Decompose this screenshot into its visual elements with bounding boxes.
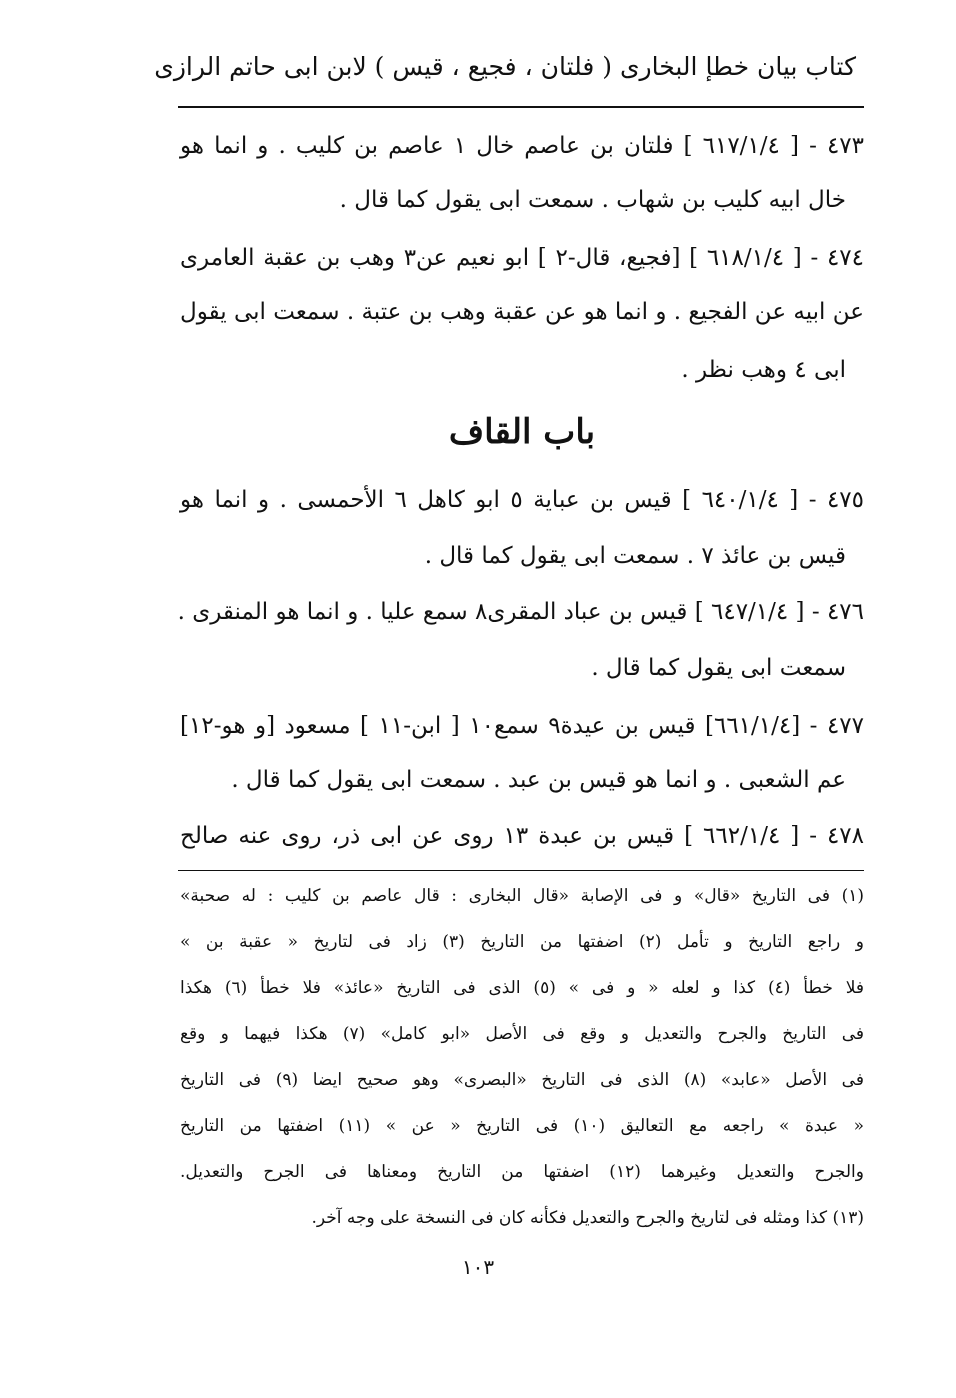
chapter-heading: باب القاف [448,412,596,452]
entry-473-line-2: خال ابيه كليب بن شهاب . سمعت ابى يقول كما قال . [339,187,846,213]
entry-477-line-2: عم الشعبى . و انما هو قيس بن عبد . سمعت ابى يقول كما قال . [231,767,846,793]
footnote-line: فى التاريخ والجرح والتعديل و وقع فى الأصل «ابو كامل» (٧) هكذا فيهما و وقع [180,1024,864,1044]
footnote-line: فلا خطأ (٤) كذا و لعله « و فى » (٥) الذى فى التاريخ «عائذ» فلا خطأ (٦) هكذا [180,978,864,998]
footnote-divider [178,870,864,871]
footnote-line: و راجع التاريخ و تأمل (٢) اضفتها من التاريخ (٣) زاد فى لتاريخ « عقبة بن » [180,932,864,952]
entry-474-line-1: ٤٧٤ - [ ٦١٨/١/٤ ] [فجيع، قال-٢ ] ابو نعيم عن٣ وهب بن عقبة العامرى [180,245,865,271]
footnote-line: والجرح والتعديل وغيرهما (١٢) اضفتها من التاريخ ومعناها فى الجرح والتعديل. [180,1162,864,1182]
entry-475-line-2: قيس بن عائذ ٧ . سمعت ابى يقول كما قال . [424,543,846,569]
entry-474-line-3: ابى ٤ وهب نظر . [681,357,846,383]
entry-476-line-2: سمعت ابى يقول كما قال . [591,655,846,681]
header-divider [178,106,864,108]
entry-477-line-1: ٤٧٧ - [٦٦١/١/٤] قيس بن عيدة٩ سمع١٠ [ ابن-١١ ] مسعود [و هو-١٢] [180,713,864,739]
footnote-line: فى الأصل «عابد» (٨) الذى فى التاريخ «البصرى» وهو صحيح ايضا (٩) فى التاريخ [180,1070,864,1090]
footnote-line: « عبدة » راجعه مع التعاليق (١٠) فى التاريخ « عن » (١١) اضفتها من التاريخ [180,1116,864,1136]
entry-474-line-2: عن ابيه عن الفجيع . و انما هو عن عقبة وهب بن عتبة . سمعت ابى يقول [180,299,864,325]
entry-473-line-1: ٤٧٣ - [ ٦١٧/١/٤ ] فلتان بن عاصم خال ١ عاصم بن كليب . و انما هو [180,133,865,159]
page-number: ١٠٣ [461,1255,495,1279]
running-header: كتاب بيان خطإ البخارى ( فلتان ، فجيع ، قيس ) لابن ابى حاتم الرازى [154,52,856,81]
footnote-line: (١) فى التاريخ «قال» و فى الإصابة «قال البخارى : قال عاصم بن كليب : له صحبة» [180,886,864,906]
entry-476-line-1: ٤٧٦ - [ ٦٤٧/١/٤ ] قيس بن عباد المقرى٨ سمع عليا . و انما هو المنقرى . [177,599,864,625]
footnote-line: (١٣) كذا ومثله فى لتاريخ والجرح والتعديل فكأنه كان فى النسخة على وجه آخر. [311,1208,864,1228]
entry-478-line-1: ٤٧٨ - [ ٦٦٢/١/٤ ] قيس بن عبدة ١٣ روى عن ابى ذر، روى عنه صالح [180,823,864,849]
entry-475-line-1: ٤٧٥ - [ ٦٤٠/١/٤ ] قيس بن عباية ٥ ابو كاهل ٦ الأحمسى . و انما هو [180,487,864,513]
